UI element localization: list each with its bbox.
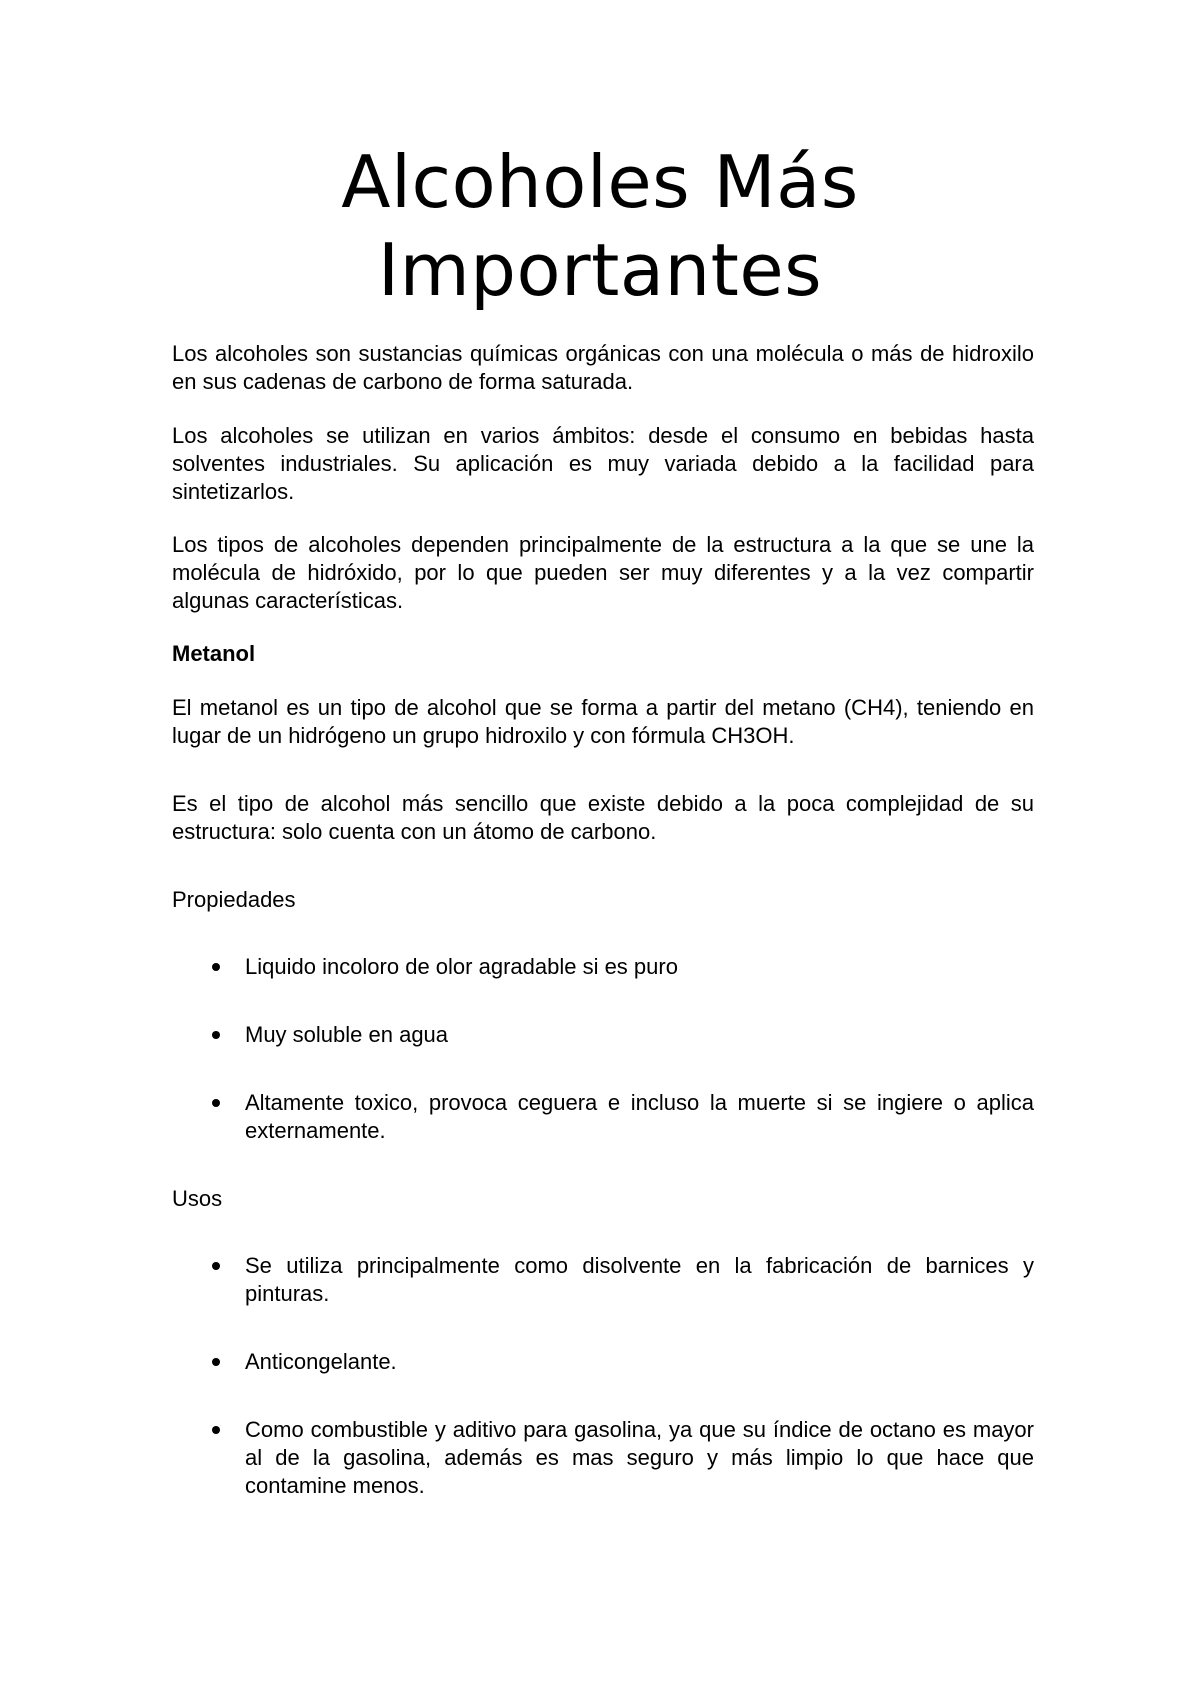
property-text: Altamente toxico, provoca ceguera e incluso la muerte si se ingiere o aplica externamente. (245, 1090, 1034, 1143)
intro-paragraph-1: Los alcoholes son sustancias químicas orgánicas con una molécula o más de hidroxilo en sus cadenas de carbono de forma saturada. (172, 341, 1034, 394)
use-text: Anticongelante. (245, 1349, 397, 1374)
intro-paragraph-3: Los tipos de alcoholes dependen principalmente de la estructura a la que se une la molécula de hidróxido, por lo que pueden ser muy diferentes y a la vez compartir algunas características. (172, 532, 1034, 613)
bullet-icon (212, 1031, 220, 1039)
metanol-paragraph-2: Es el tipo de alcohol más sencillo que existe debido a la poca complejidad de su estructura: solo cuenta con un átomo de carbono. (172, 791, 1034, 844)
section-heading-metanol: Metanol (172, 641, 256, 666)
bullet-icon (212, 1426, 220, 1434)
intro-paragraph-2: Los alcoholes se utilizan en varios ámbitos: desde el consumo en bebidas hasta solventes industriales. Su aplicación es muy variada debido a la facilidad para sintetizarlos. (172, 423, 1034, 504)
properties-label: Propiedades (172, 887, 296, 912)
property-text: Liquido incoloro de olor agradable si es puro (245, 954, 678, 979)
uses-label: Usos (172, 1186, 223, 1211)
use-text: Como combustible y aditivo para gasolina, ya que su índice de octano es mayor al de la gasolina, además es mas seguro y más limpio lo que hace que contamine menos. (245, 1417, 1034, 1498)
bullet-icon (212, 1262, 220, 1270)
page-title-line-1: Alcoholes Más (341, 140, 859, 224)
page-title (0, 138, 1200, 314)
page-title-line-2: Importantes (377, 228, 823, 312)
bullet-icon (212, 1358, 220, 1366)
bullet-icon (212, 963, 220, 971)
bullet-icon (212, 1099, 220, 1107)
property-text: Muy soluble en agua (245, 1022, 449, 1047)
metanol-paragraph-1: El metanol es un tipo de alcohol que se forma a partir del metano (CH4), teniendo en lugar de un hidrógeno un grupo hidroxilo y con fórmula CH3OH. (172, 695, 1034, 748)
use-text: Se utiliza principalmente como disolvente en la fabricación de barnices y pinturas. (245, 1253, 1034, 1306)
